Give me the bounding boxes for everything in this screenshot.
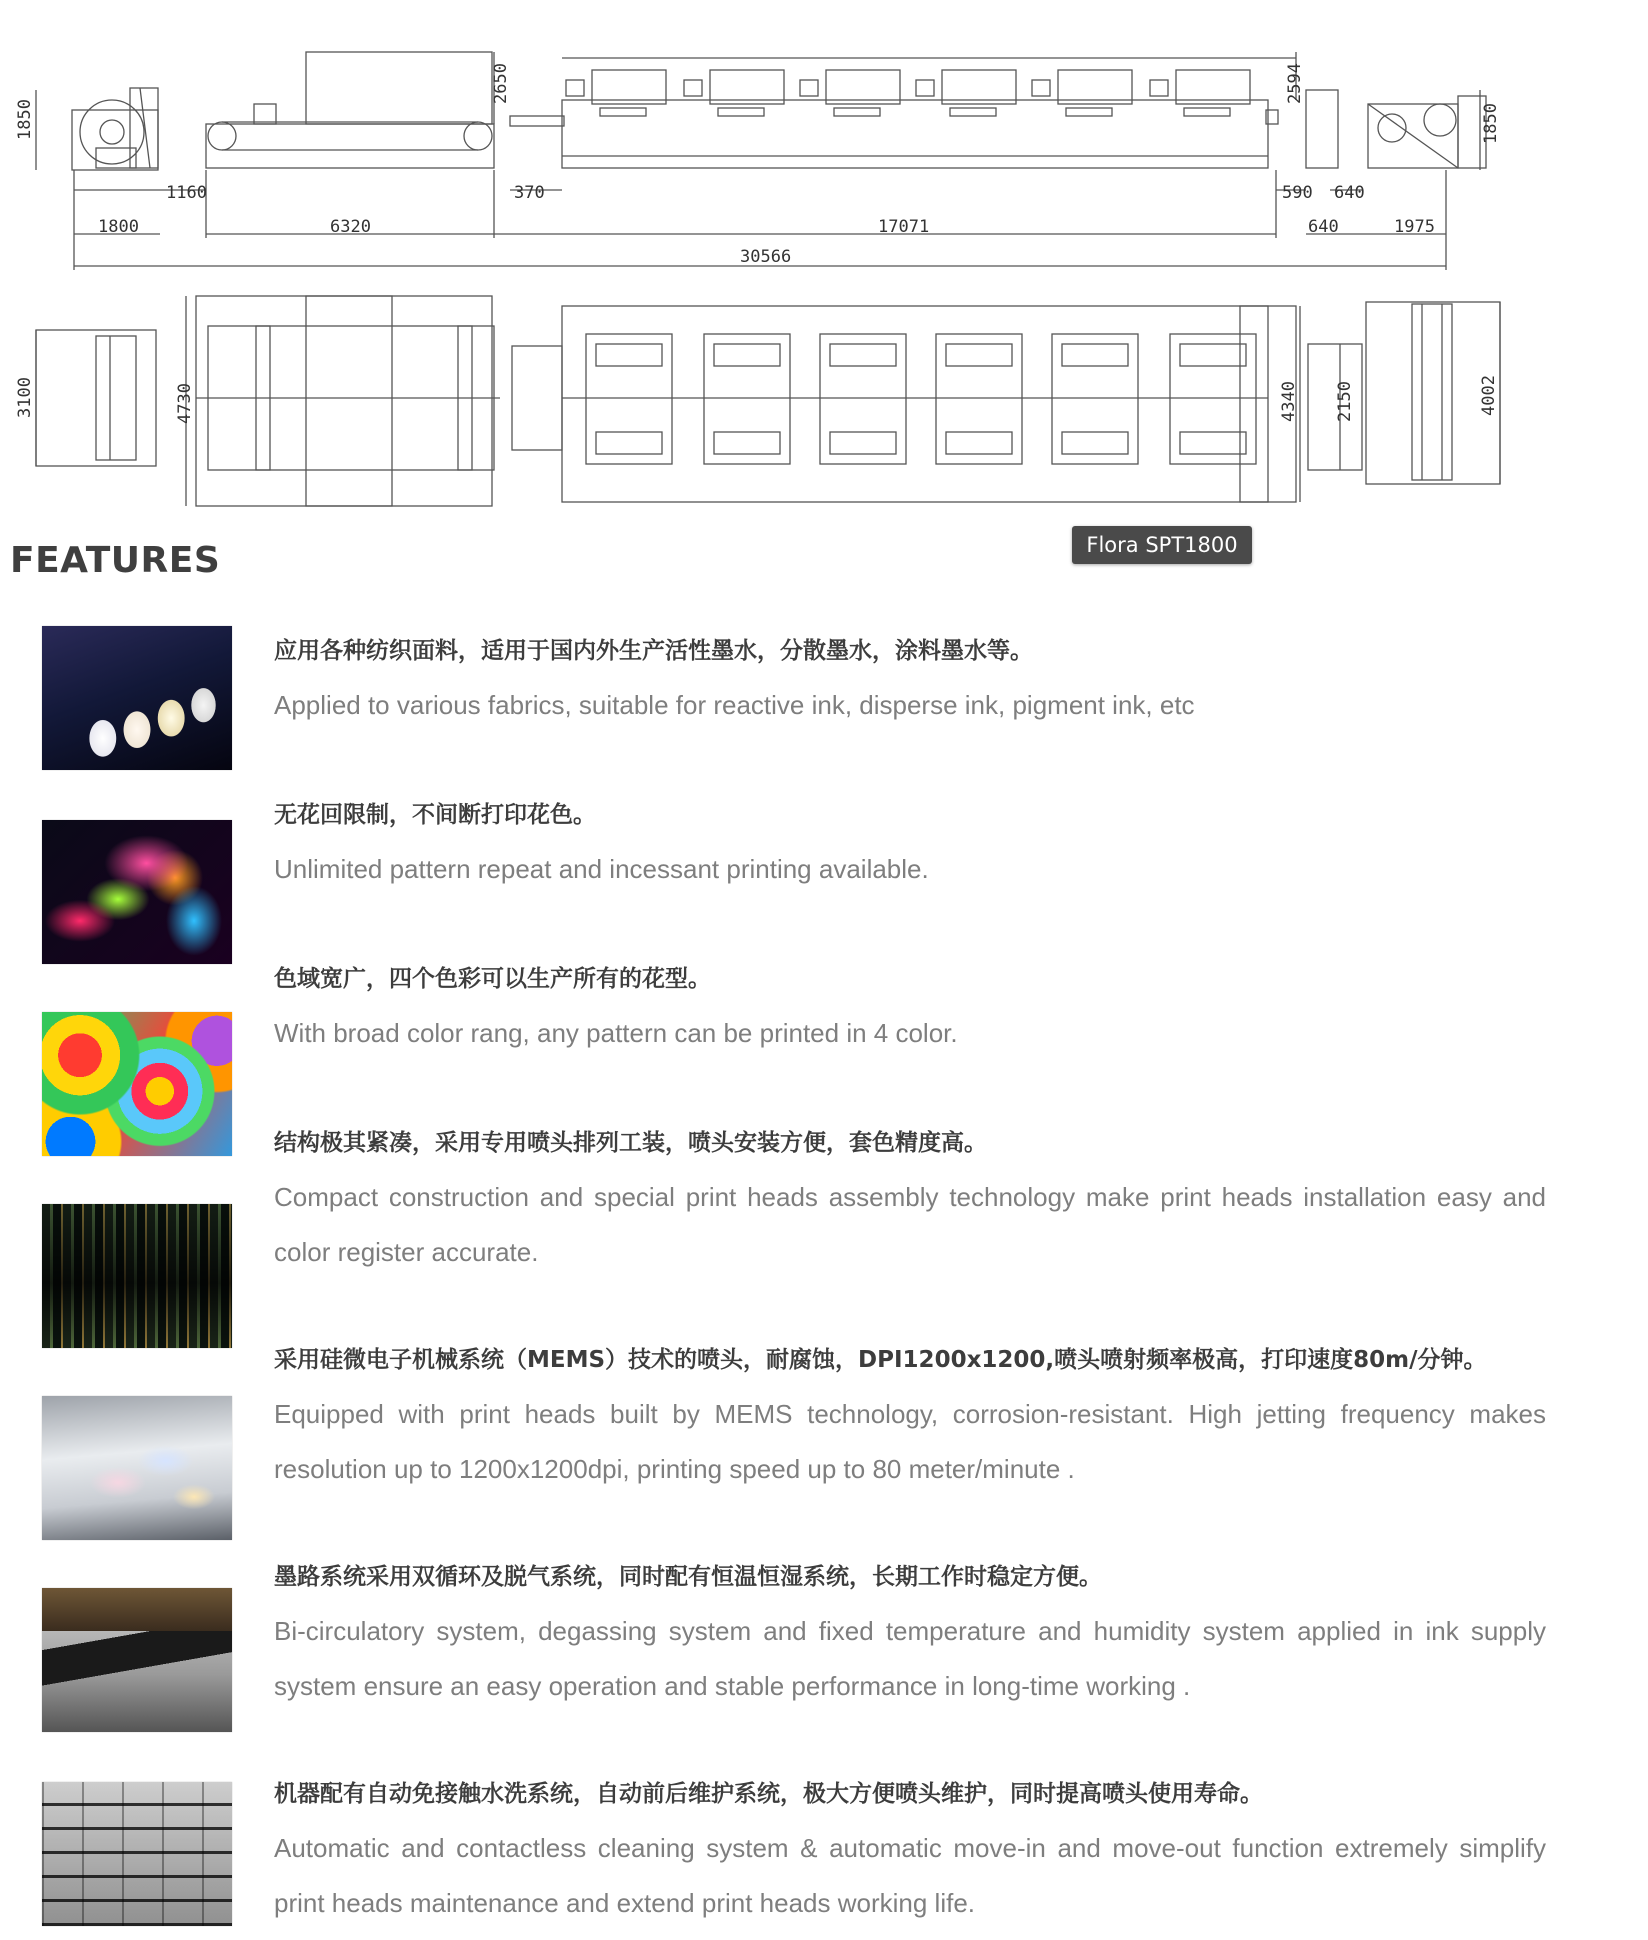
dim-6320: 6320 [330, 217, 371, 237]
dim-4730: 4730 [175, 383, 195, 424]
feature-desc-en: Compact construction and special print heads assembly technology make print heads installation easy and color register accurate. [274, 1182, 1546, 1267]
dim-1850-right: 1850 [1481, 103, 1501, 144]
feature-item [274, 1345, 1546, 1497]
dim-30566: 30566 [740, 247, 792, 267]
feature-item [274, 1128, 1546, 1280]
dim-4340: 4340 [1279, 381, 1299, 422]
feature-title-cn: 色域宽广，四个色彩可以生产所有的花型。 [274, 966, 711, 992]
feature-desc-en: Bi-circulatory system, degassing system and fixed temperature and humidity system applied in ink supply system ensure an easy operation and stable performance in long-time working . [274, 1616, 1546, 1701]
feature-item [274, 964, 1546, 1061]
feature-desc-en: With broad color rang, any pattern can be printed in 4 color. [274, 1018, 958, 1048]
dryer-side [206, 52, 494, 168]
feature-desc-en: Equipped with print heads built by MEMS technology, corrosion-resistant. High jetting frequency makes resolution up to 1200x1200dpi, printing speed up to 80 meter/minute . [274, 1399, 1546, 1484]
feature-title-cn: 应用各种纺织面料，适用于国内外生产活性墨水，分散墨水，涂料墨水等。 [274, 638, 1033, 664]
dim-1800: 1800 [98, 217, 139, 237]
feature-item [274, 1779, 1546, 1931]
dim-17071: 17071 [878, 217, 930, 237]
ink-supply-system-image [42, 1588, 232, 1732]
dim-2150: 2150 [1335, 381, 1355, 422]
dim-370: 370 [514, 183, 545, 203]
feeder-unit-top [36, 330, 156, 466]
feature-desc-en: Automatic and contactless cleaning system & automatic move-in and move-out function extremely simplify print heads maintenance and extend print heads working life. [274, 1833, 1546, 1918]
dim-640-top: 640 [1334, 183, 1365, 203]
feeder-unit-side [72, 88, 158, 170]
dim-1850-left: 1850 [15, 99, 35, 140]
drawing-svg [0, 0, 1648, 530]
ink-bottles-image [42, 626, 232, 770]
dim-4002: 4002 [1479, 375, 1499, 416]
rewinder-side [1306, 90, 1486, 168]
machine-layout-drawing [0, 0, 1648, 530]
feature-desc-en: Unlimited pattern repeat and incessant printing available. [274, 854, 929, 884]
dim-1975: 1975 [1394, 217, 1435, 237]
pattern-fabric-image [42, 820, 232, 964]
printer-side [510, 58, 1296, 168]
cleaning-system-image [42, 1782, 232, 1926]
product-name-tooltip: Flora SPT1800 [1072, 526, 1252, 564]
feature-item [274, 1562, 1546, 1714]
feature-item [274, 800, 1546, 897]
print-heads-image [42, 1204, 232, 1348]
feature-desc-en: Applied to various fabrics, suitable for reactive ink, disperse ink, pigment ink, etc [274, 690, 1195, 720]
feature-title-cn: 墨路系统采用双循环及脱气系统，同时配有恒温恒湿系统，长期工作时稳定方便。 [274, 1564, 1102, 1590]
dim-640-bottom: 640 [1308, 217, 1339, 237]
printed-fabric-roll-image [42, 1396, 232, 1540]
dryer-top [196, 296, 500, 506]
dim-2650: 2650 [491, 63, 511, 104]
feature-title-cn: 结构极其紧凑，采用专用喷头排列工装，喷头安装方便，套色精度高。 [274, 1130, 987, 1156]
dim-3100: 3100 [15, 377, 35, 418]
dim-1160: 1160 [166, 183, 207, 203]
printer-top [512, 306, 1296, 502]
feature-title-cn: 采用硅微电子机械系统（MEMS）技术的喷头，耐腐蚀，DPI1200x1200,喷头喷射频率极高，打印速度80m/分钟。 [274, 1347, 1487, 1373]
dim-2594: 2594 [1285, 63, 1305, 104]
feature-title-cn: 机器配有自动免接触水洗系统，自动前后维护系统，极大方便喷头维护，同时提高喷头使用寿命。 [274, 1781, 1263, 1807]
feature-item [274, 636, 1546, 733]
dim-590: 590 [1282, 183, 1313, 203]
features-heading: FEATURES [10, 540, 221, 581]
feature-title-cn: 无花回限制，不间断打印花色。 [274, 802, 596, 828]
rainbow-roses-image [42, 1012, 232, 1156]
